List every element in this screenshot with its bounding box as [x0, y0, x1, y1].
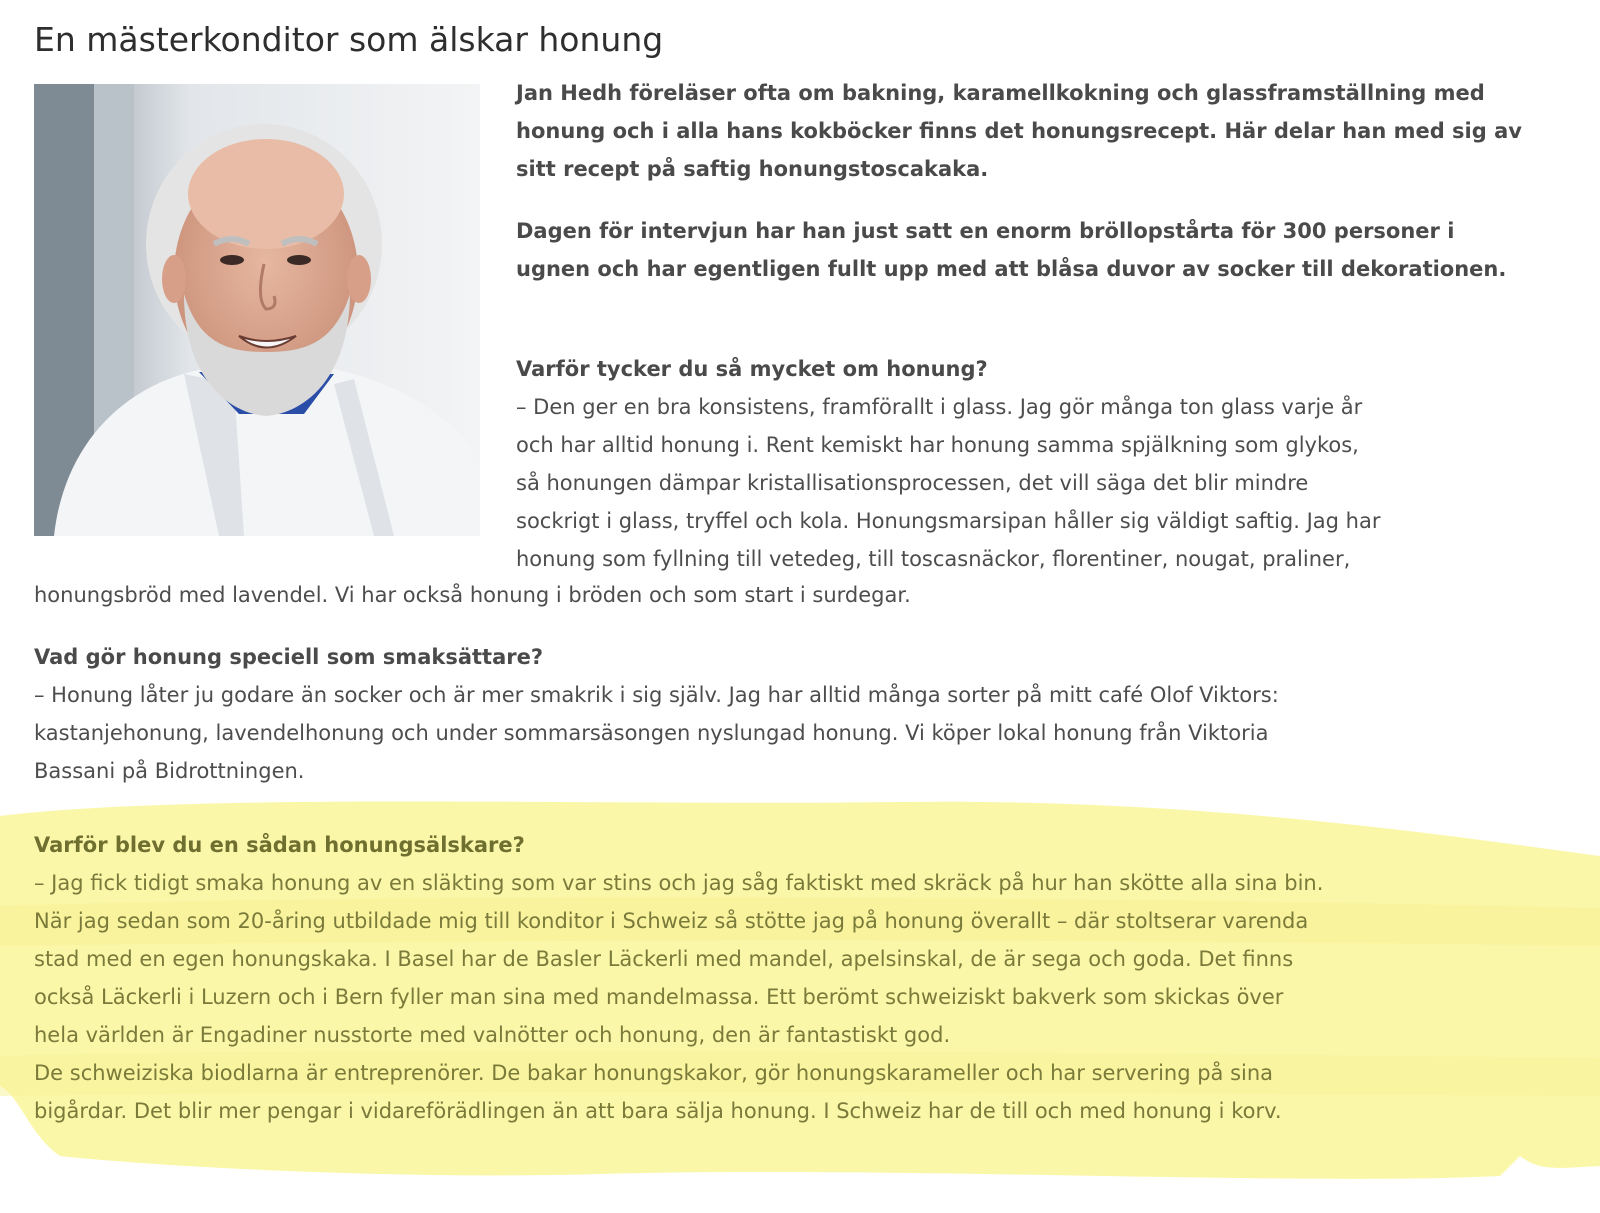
chef-portrait-illustration: [34, 84, 480, 536]
intro-text: [516, 74, 1526, 288]
answer-line: – Jag fick tidigt smaka honung av en släkting som var stins och jag såg faktiskt med skräck på hur han skötte alla sina bin.: [34, 871, 1324, 895]
qa-section-honey-lover: [34, 826, 1534, 1130]
answer-line: stad med en egen honungskaka. I Basel har de Basler Läckerli med mandel, apelsinskal, de är sega och goda. Det finns: [34, 947, 1294, 971]
answer-line: och har alltid honung i. Rent kemiskt har honung samma spjälkning som glykos,: [516, 433, 1359, 457]
answer-line: Bassani på Bidrottningen.: [34, 759, 305, 783]
intro-paragraph: Jan Hedh föreläser ofta om bakning, karamellkokning och glassframställning med honung och i alla hans kokböcker finns det honungsrecept. Här delar han med sig av sitt recept på saftig honungstoscakaka.: [516, 81, 1522, 181]
qa-section-flavoring: [34, 638, 1534, 790]
answer-line: – Honung låter ju godare än socker och är mer smakrik i sig själv. Jag har alltid många sorter på mitt café Olof Viktors:: [34, 683, 1279, 707]
answer-line: bigårdar. Det blir mer pengar i vidareförädlingen än att bara sälja honung. I Schweiz har de till och med honung i korv.: [34, 1099, 1282, 1123]
answer-line: honungsbröd med lavendel. Vi har också honung i bröden och som start i surdegar.: [34, 583, 911, 607]
article-title: En mästerkonditor som älskar honung: [34, 20, 664, 59]
intro-paragraph: Dagen för intervjun har han just satt en enorm bröllopstårta för 300 personer i ugnen och har egentligen fullt upp med att blåsa duvor av socker till dekorationen.: [516, 219, 1507, 281]
answer-line: så honungen dämpar kristallisationsprocessen, det vill säga det blir mindre: [516, 471, 1309, 495]
answer-line: honung som fyllning till vetedeg, till toscasnäckor, florentiner, nougat, praliner,: [516, 547, 1351, 571]
answer-line: också Läckerli i Luzern och i Bern fyller man sina med mandelmassa. Ett berömt schweiziskt bakverk som skickas över: [34, 985, 1284, 1009]
question-heading: Varför blev du en sådan honungsälskare?: [34, 833, 525, 857]
answer-line: hela världen är Engadiner nusstorte med valnötter och honung, den är fantastiskt god.: [34, 1023, 951, 1047]
answer-line: – Den ger en bra konsistens, framförallt i glass. Jag gör många ton glass varje år: [516, 395, 1363, 419]
chef-portrait-image: [34, 84, 480, 536]
question-heading: Vad gör honung speciell som smaksättare?: [34, 645, 544, 669]
answer-line: När jag sedan som 20-åring utbildade mig till konditor i Schweiz så stötte jag på honung överallt – där stoltserar varenda: [34, 909, 1309, 933]
answer-line: sockrigt i glass, tryffel och kola. Honungsmarsipan håller sig väldigt saftig. Jag har: [516, 509, 1381, 533]
answer-line: De schweiziska biodlarna är entreprenörer. De bakar honungskakor, gör honungskarameller och har servering på sina: [34, 1061, 1274, 1085]
question-heading: Varför tycker du så mycket om honung?: [516, 357, 988, 381]
answer-line: kastanjehonung, lavendelhonung och under sommarsäsongen nyslungad honung. Vi köper lokal honung från Viktoria: [34, 721, 1269, 745]
qa-section-why-like-honey: [516, 350, 1546, 578]
